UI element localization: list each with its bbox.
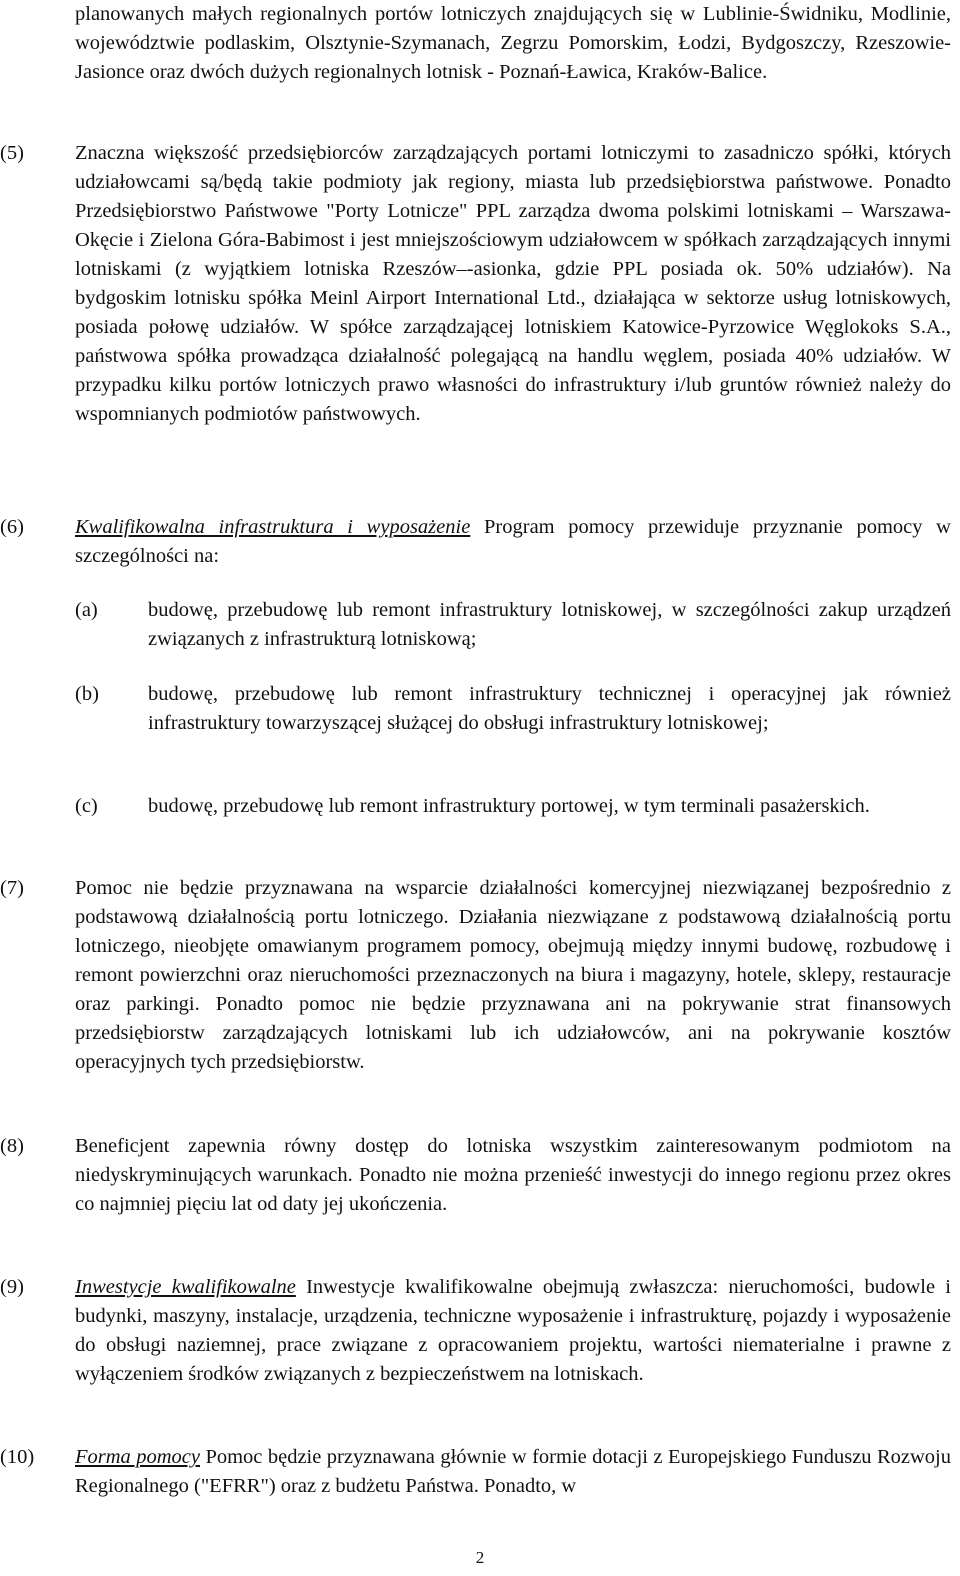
paragraph-text-rest: Inwestycje kwalifikowalne obejmują zwłaszcza: nieruchomości, budowle i budynki, maszyny, instalacje, urządzenia, techniczne wyposażenie i infrastrukturę, pojazdy i wyposażenie do obsługi naziemnej, prace związane z opracowaniem projektu, wartości niematerialne i prawne z wyłączeniem środków związanych z bezpieczeństwem na lotniskach. xyxy=(75,1276,951,1385)
list-item-text: budowę, przebudowę lub remont infrastruktury lotniskowej, w szczególności zakup urządzeń związanych z infrastrukturą lotniskową; xyxy=(148,599,951,650)
paragraph-number: (8) xyxy=(0,1135,24,1157)
page-number: 2 xyxy=(475,1548,485,1567)
paragraph-text xyxy=(75,513,951,571)
paragraph-text: Beneficjent zapewnia równy dostęp do lotniska wszystkim zainteresowanym podmiotom na niedyskryminujących warunkach. Ponadto nie można przenieść inwestycji do innego regionu przez okres co najmniej pięciu lat od daty jej ukończenia. xyxy=(75,1135,951,1215)
paragraph-number: (6) xyxy=(0,516,24,538)
list-item-label: (c) xyxy=(75,795,98,817)
paragraph-text-rest: Program pomocy przewiduje przyznanie pomocy w szczególności na: xyxy=(75,516,951,567)
list-item-text: budowę, przebudowę lub remont infrastruktury technicznej i operacyjnej jak również infrastruktury towarzyszącej służącej do obsługi infrastruktury lotniskowej; xyxy=(148,683,951,734)
paragraph-number: (9) xyxy=(0,1276,24,1298)
paragraph-heading: Inwestycje kwalifikowalne xyxy=(75,1276,296,1298)
paragraph-text xyxy=(75,1273,951,1389)
paragraph-text: Znaczna większość przedsiębiorców zarządzających portami lotniczymi to zasadniczo spółki, których udziałowcami są/będą takie podmioty jak regiony, miasta lub przedsiębiorstwa państwowe. Ponadto Przedsiębiorstwo Państwowe "Porty Lotnicze" PPL zarządza dwoma polskimi lotniskami – Warszawa-Okęcie i Zielona Góra-Babimost i jest mniejszościowym udziałowcem w spółkach zarządzających innymi lotniskami (z wyjątkiem lotniska Rzeszów–-asionka, gdzie PPL posiada ok. 50% udziałów). Na bydgoskim lotnisku spółka Meinl Airport International Ltd., działająca w sektorze usług lotniskowych, posiada połowę udziałów. W spółce zarządzającej lotniskiem Katowice-Pyrzowice Węglokoks S.A., państwowa spółka prowadząca działalność polegającą na handlu węglem, posiada 40% udziałów. W przypadku kilku portów lotniczych prawo własności do infrastruktury i/lub gruntów również należy do wspomnianych podmiotów państwowych. xyxy=(75,142,951,425)
paragraph-number: (7) xyxy=(0,877,24,899)
paragraph-number: (5) xyxy=(0,142,24,164)
paragraph-number: (10) xyxy=(0,1446,35,1468)
paragraph-text: Pomoc nie będzie przyznawana na wsparcie działalności komercyjnej niezwiązanej bezpośrednio z podstawową działalnością portu lotniczego. Działania niezwiązane z podstawową działalnością portu lotniczego, nieobjęte omawianym programem pomocy, obejmują między innymi budowę, rozbudowę i remont powierzchni oraz nieruchomości przeznaczonych na biura i magazyny, hotele, sklepy, restauracje oraz parkingi. Ponadto pomoc nie będzie przyznawana ani na pokrywanie strat finansowych przedsiębiorstw zarządzających lotniskami lub ich udziałowców, ani na pokrywanie kosztów operacyjnych tych przedsiębiorstw. xyxy=(75,877,951,1073)
paragraph-heading: Kwalifikowalna infrastruktura i wyposażenie xyxy=(75,516,471,538)
list-item-label: (a) xyxy=(75,599,98,621)
list-item-label: (b) xyxy=(75,683,99,705)
list-item-text: budowę, przebudowę lub remont infrastruktury portowej, w tym terminali pasażerskich. xyxy=(148,795,870,817)
paragraph-text-rest: Pomoc będzie przyznawana głównie w formie dotacji z Europejskiego Funduszu Rozwoju Regionalnego ("EFRR") oraz z budżetu Państwa. Ponadto, w xyxy=(75,1446,952,1497)
paragraph-text xyxy=(75,1443,951,1501)
paragraph-text: planowanych małych regionalnych portów lotniczych znajdujących się w Lublinie-Świdniku, Modlinie, województwie podlaskim, Olsztynie-Szymanach, Zegrzu Pomorskim, Łodzi, Bydgoszczy, Rzeszowie-Jasionce oraz dwóch dużych regionalnych lotnisk - Poznań-Ławica, Kraków-Balice. xyxy=(75,3,951,83)
paragraph-heading: Forma pomocy xyxy=(75,1446,201,1468)
